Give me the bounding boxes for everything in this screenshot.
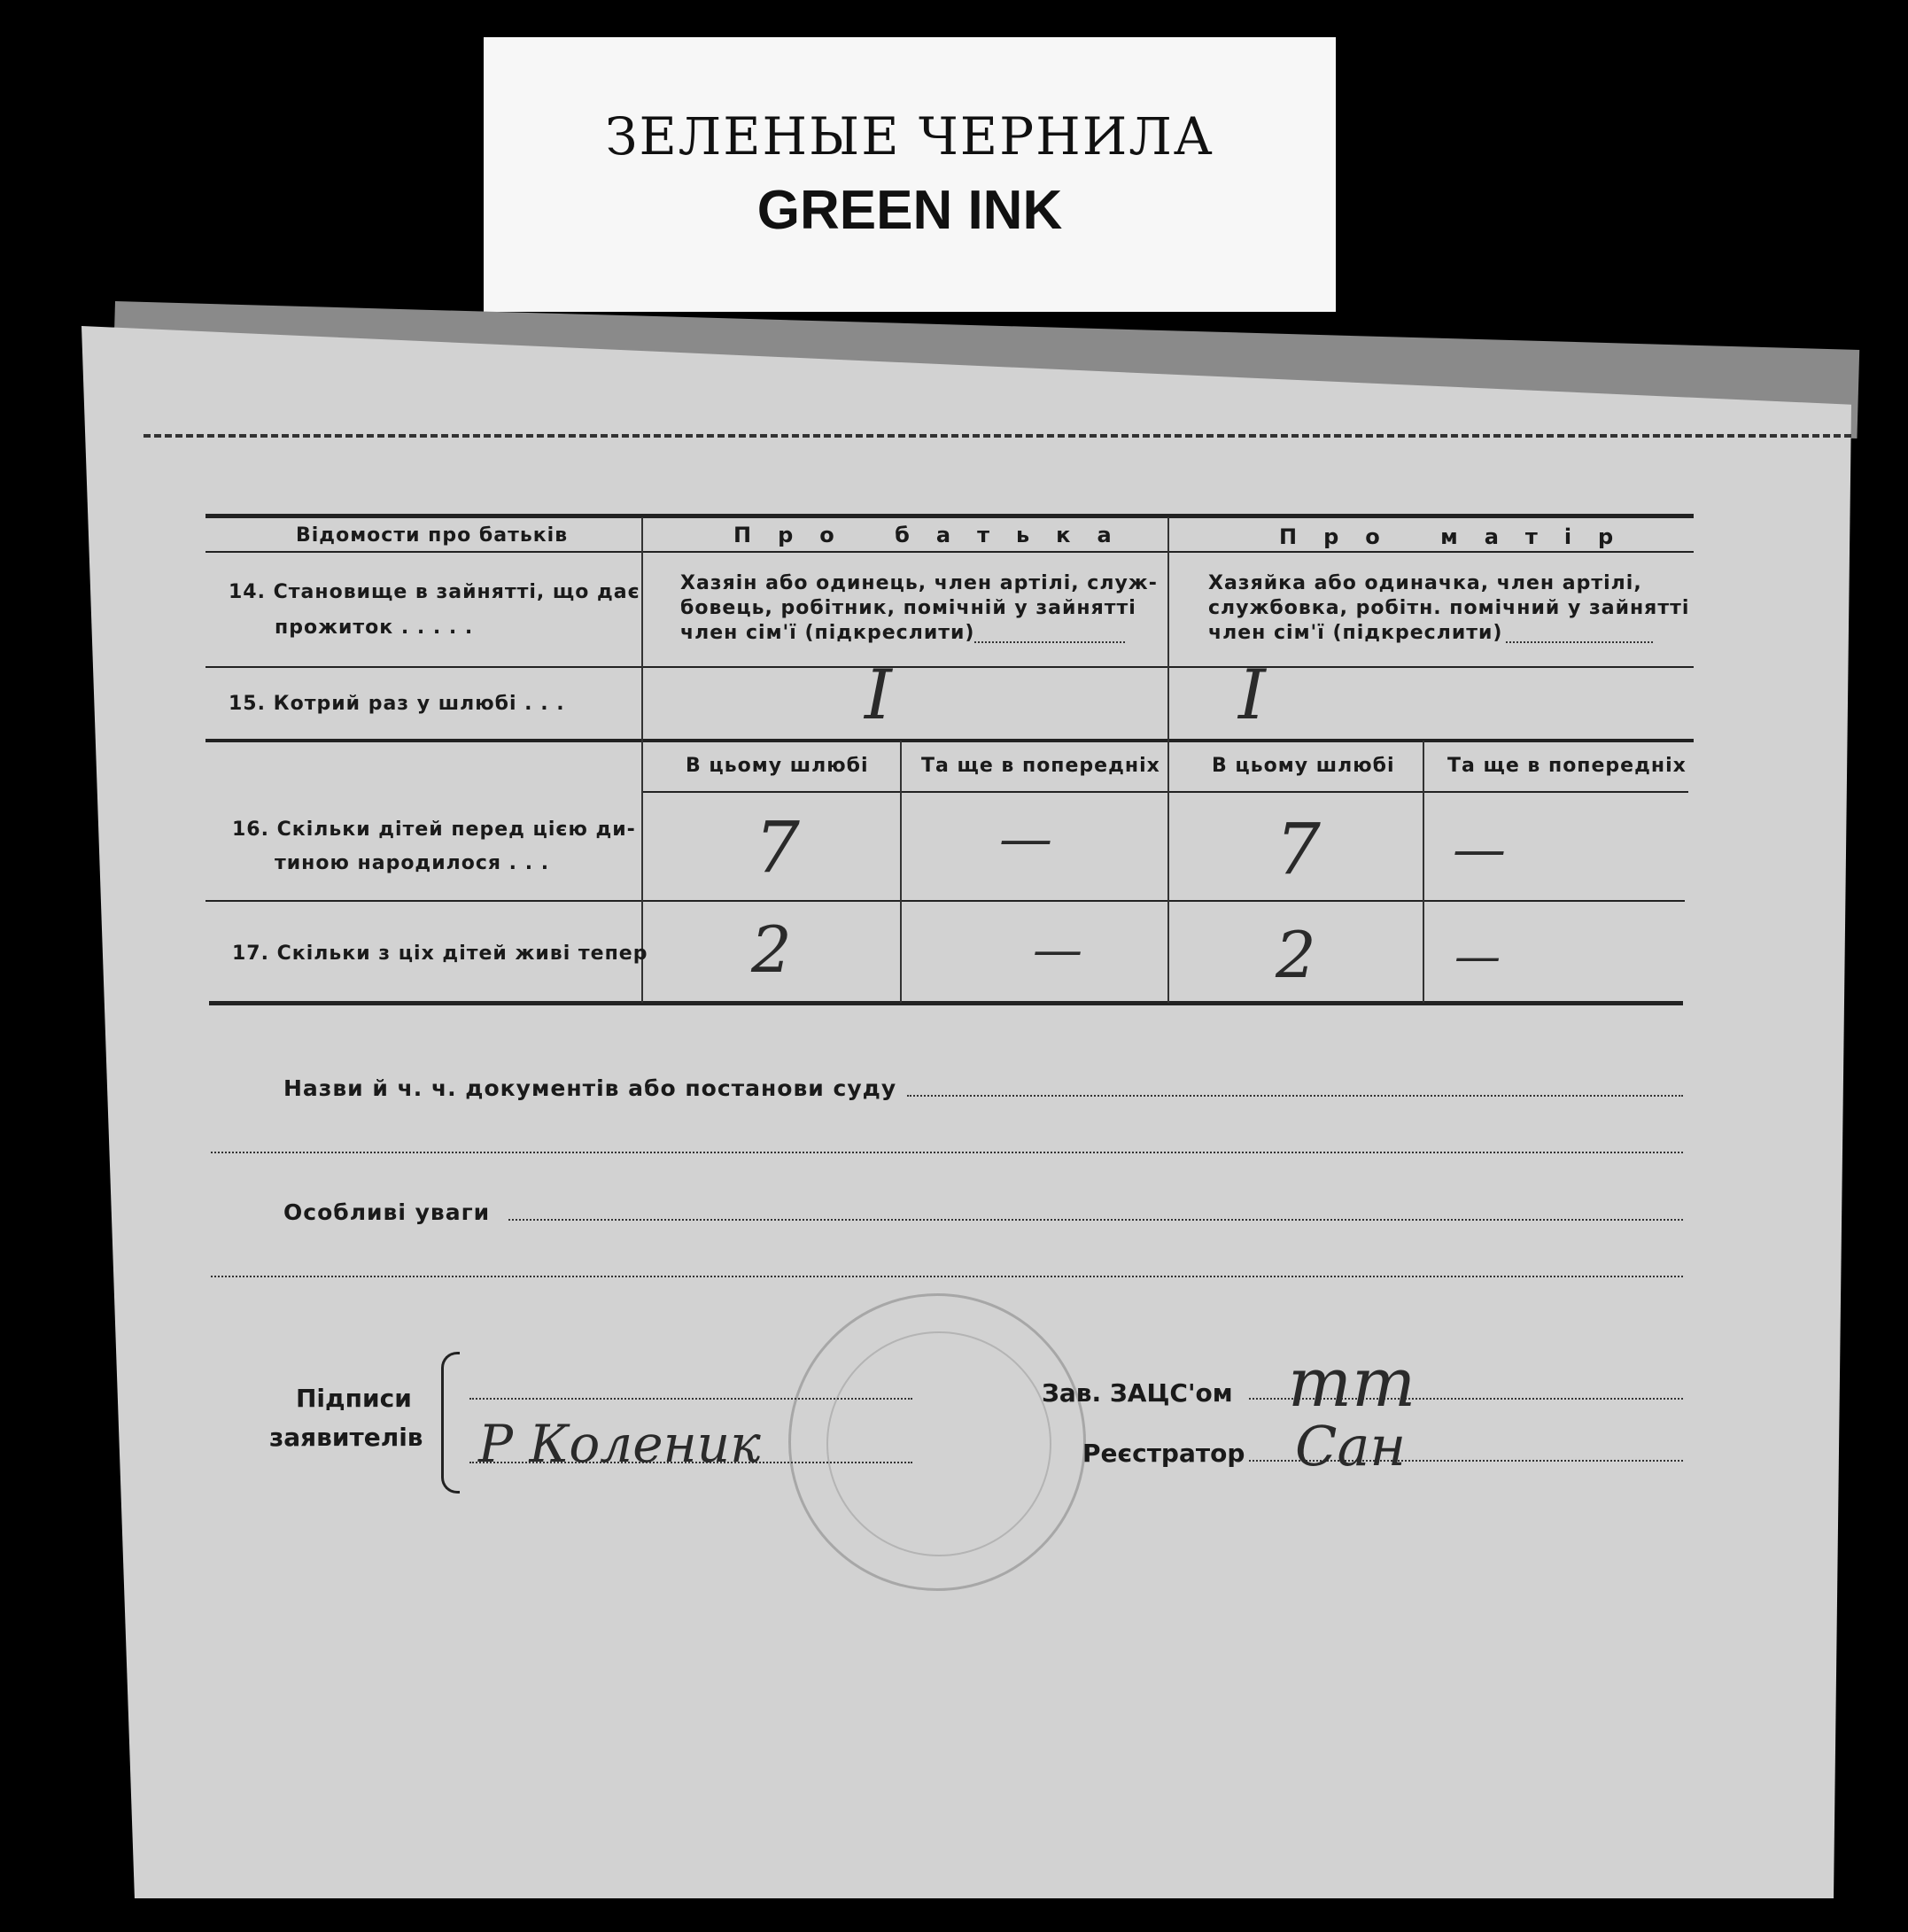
row16-mother-prev: — — [1453, 819, 1506, 881]
row17-father-this: 2 — [751, 912, 792, 987]
row16-label-line2: тиною народилося . . . — [275, 852, 550, 874]
remarks-fill-line-1 — [508, 1219, 1683, 1221]
row16-rule — [206, 900, 1685, 902]
row16-father-this: 7 — [755, 806, 800, 888]
subheader-mother-this: В цьому шлюбі — [1212, 755, 1395, 777]
row14-label-line2: прожиток . . . . . — [275, 617, 474, 639]
documents-fill-line-1 — [907, 1095, 1683, 1097]
row14-mother-fill-line — [1506, 641, 1653, 643]
row17-father-prev: — — [1033, 921, 1082, 979]
signature-brace — [441, 1352, 460, 1494]
row17-label: 17. Скільки з ціх дітей живі тепер — [232, 943, 648, 965]
ink-label-english: GREEN INK — [756, 180, 1063, 241]
row14-father-fill-line — [974, 641, 1125, 643]
table-bottom-rule — [209, 1001, 1683, 1005]
row14-mother-line2: службовка, робітн. помічний у зайнятті — [1208, 597, 1690, 619]
col-divider-2 — [1167, 517, 1169, 1003]
header-mother: Про матір — [1279, 524, 1640, 549]
row14-mother-line1: Хазяйка або одиначка, член артілі, — [1208, 572, 1642, 594]
head-signature: mm — [1288, 1343, 1416, 1422]
registrar-label: Реєстратор — [1082, 1439, 1245, 1468]
row16-father-prev: — — [999, 808, 1052, 870]
documents-fill-line-2 — [211, 1152, 1683, 1153]
col-divider-4 — [1423, 741, 1424, 1003]
header-father: Про батька — [733, 523, 1138, 547]
row14-label-line1: 14. Становище в зайнятті, що дає — [229, 581, 640, 603]
header-rule — [206, 551, 1694, 553]
perforation-line — [143, 434, 1851, 438]
remarks-fill-line-2 — [211, 1276, 1683, 1277]
row14-rule — [206, 666, 1694, 668]
col-divider-3 — [900, 741, 902, 1003]
subheader-mother-prev: Та ще в попередніх — [1447, 755, 1687, 777]
row15-rule — [206, 739, 1694, 742]
row14-father-line3: член сім'ї (підкреслити) — [680, 622, 975, 644]
applicant-signature: Р Коленик — [478, 1414, 761, 1474]
row14-mother-line3: член сім'ї (підкреслити) — [1208, 622, 1503, 644]
head-of-registry-label: Зав. ЗАЦС'ом — [1042, 1378, 1233, 1408]
remarks-label: Особливі уваги — [283, 1199, 491, 1225]
row15-label: 15. Котрий раз у шлюбі . . . — [229, 693, 565, 715]
row16-label-line1: 16. Скільки дітей перед цією ди- — [232, 819, 636, 841]
registrar-signature: Сан — [1295, 1414, 1407, 1478]
row15-father-value: I — [865, 656, 892, 735]
official-stamp — [788, 1293, 1086, 1591]
col-divider-1 — [641, 517, 643, 1003]
row14-father-line2: бовець, робітник, помічній у зайнятті — [680, 597, 1136, 619]
ink-label-card — [484, 37, 1336, 312]
subheader-father-prev: Та ще в попередніх — [921, 755, 1160, 777]
row17-mother-prev: — — [1454, 930, 1501, 983]
official-stamp-inner-ring — [826, 1331, 1051, 1556]
applicants-signatures-label-line2: заявителів — [269, 1423, 423, 1452]
row17-mother-this: 2 — [1276, 918, 1316, 992]
form-sheet — [81, 326, 1851, 1898]
ink-label-russian: ЗЕЛЕНЫЕ ЧЕРНИЛА — [605, 106, 1214, 167]
subheader-rule — [643, 791, 1688, 793]
documents-label: Назви й ч. ч. документів або постанови суду — [283, 1075, 897, 1101]
row15-mother-value: I — [1238, 656, 1266, 735]
applicant-signature-line-1 — [469, 1398, 912, 1400]
header-parents-info: Відомости про батьків — [296, 524, 569, 547]
table-top-rule — [206, 514, 1694, 518]
row14-father-line1: Хазяін або одинець, член артілі, служ- — [680, 572, 1158, 594]
applicants-signatures-label-line1: Підписи — [296, 1384, 412, 1413]
row16-mother-this: 7 — [1276, 808, 1321, 890]
subheader-father-this: В цьому шлюбі — [686, 755, 869, 777]
